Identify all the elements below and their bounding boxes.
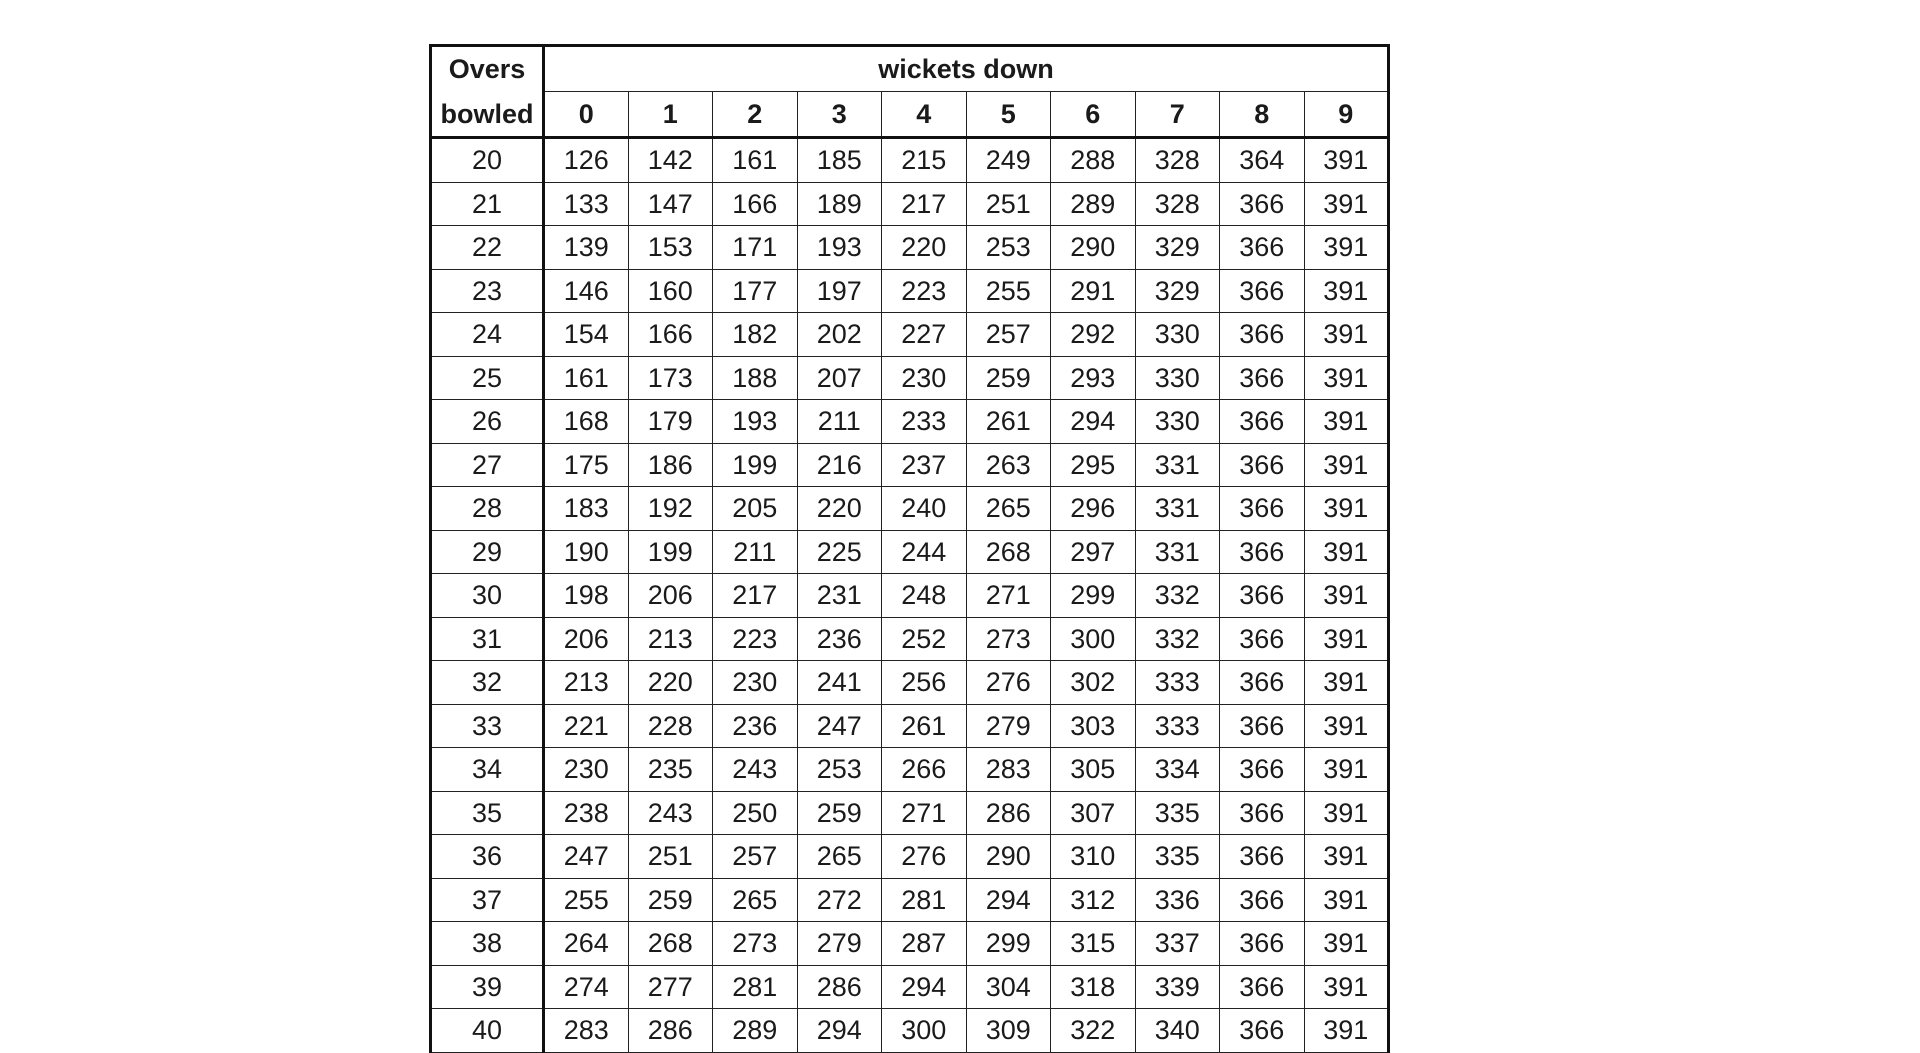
overs-bowled-cell: 29 [431,530,544,574]
score-cell: 391 [1304,704,1389,748]
score-cell: 271 [966,574,1051,618]
score-cell: 236 [713,704,798,748]
score-cell: 330 [1135,400,1220,444]
score-cell: 221 [544,704,629,748]
score-cell: 247 [797,704,882,748]
table-row [431,574,1389,618]
score-cell: 331 [1135,487,1220,531]
score-cell: 294 [797,1009,882,1053]
score-cell: 231 [797,574,882,618]
score-cell: 312 [1051,878,1136,922]
score-cell: 215 [882,138,967,183]
score-cell: 330 [1135,356,1220,400]
score-cell: 286 [628,1009,713,1053]
score-cell: 175 [544,443,629,487]
score-cell: 391 [1304,269,1389,313]
score-cell: 294 [882,965,967,1009]
score-cell: 283 [544,1009,629,1053]
score-cell: 255 [966,269,1051,313]
score-cell: 153 [628,226,713,270]
score-cell: 146 [544,269,629,313]
score-cell: 179 [628,400,713,444]
overs-bowled-cell: 28 [431,487,544,531]
table-row [431,661,1389,705]
score-cell: 391 [1304,617,1389,661]
score-cell: 391 [1304,835,1389,879]
score-cell: 340 [1135,1009,1220,1053]
score-cell: 366 [1220,617,1305,661]
table-row [431,400,1389,444]
score-cell: 233 [882,400,967,444]
wickets-column-header: 7 [1135,92,1220,138]
score-cell: 366 [1220,1009,1305,1053]
score-cell: 185 [797,138,882,183]
table-header [431,46,1389,138]
score-cell: 220 [797,487,882,531]
score-cell: 391 [1304,356,1389,400]
score-cell: 391 [1304,182,1389,226]
score-cell: 315 [1051,922,1136,966]
overs-bowled-cell: 30 [431,574,544,618]
score-cell: 335 [1135,835,1220,879]
wickets-column-header: 3 [797,92,882,138]
score-cell: 289 [713,1009,798,1053]
score-cell: 366 [1220,835,1305,879]
score-cell: 243 [628,791,713,835]
table-row [431,748,1389,792]
score-cell: 328 [1135,182,1220,226]
score-cell: 220 [882,226,967,270]
score-cell: 261 [966,400,1051,444]
score-cell: 250 [713,791,798,835]
score-cell: 197 [797,269,882,313]
score-cell: 366 [1220,313,1305,357]
score-cell: 297 [1051,530,1136,574]
score-cell: 295 [1051,443,1136,487]
score-cell: 391 [1304,443,1389,487]
score-cell: 366 [1220,922,1305,966]
score-cell: 322 [1051,1009,1136,1053]
score-cell: 223 [882,269,967,313]
score-cell: 251 [628,835,713,879]
score-cell: 253 [797,748,882,792]
overs-bowled-cell: 35 [431,791,544,835]
score-cell: 271 [882,791,967,835]
overs-bowled-cell: 22 [431,226,544,270]
wickets-overs-table [429,44,1390,1053]
score-cell: 247 [544,835,629,879]
score-cell: 240 [882,487,967,531]
score-cell: 290 [966,835,1051,879]
wickets-down-header: wickets down [544,46,1389,92]
score-cell: 304 [966,965,1051,1009]
score-cell: 213 [544,661,629,705]
table-body [431,138,1389,1053]
header-row-bottom [431,92,1389,138]
score-cell: 265 [713,878,798,922]
score-cell: 160 [628,269,713,313]
score-cell: 335 [1135,791,1220,835]
score-cell: 182 [713,313,798,357]
table-row [431,182,1389,226]
score-cell: 147 [628,182,713,226]
score-cell: 192 [628,487,713,531]
score-cell: 264 [544,922,629,966]
wickets-column-header: 6 [1051,92,1136,138]
score-cell: 183 [544,487,629,531]
table-row [431,704,1389,748]
score-cell: 305 [1051,748,1136,792]
overs-bowled-cell: 26 [431,400,544,444]
wickets-column-header: 9 [1304,92,1389,138]
score-cell: 265 [966,487,1051,531]
overs-bowled-cell: 40 [431,1009,544,1053]
score-cell: 391 [1304,138,1389,183]
score-cell: 177 [713,269,798,313]
score-cell: 391 [1304,878,1389,922]
score-cell: 339 [1135,965,1220,1009]
score-cell: 334 [1135,748,1220,792]
table-row [431,226,1389,270]
table-row [431,487,1389,531]
score-cell: 199 [713,443,798,487]
score-cell: 205 [713,487,798,531]
wickets-column-header: 2 [713,92,798,138]
score-cell: 273 [966,617,1051,661]
overs-bowled-cell: 20 [431,138,544,183]
score-cell: 293 [1051,356,1136,400]
overs-bowled-cell: 33 [431,704,544,748]
score-cell: 206 [628,574,713,618]
overs-bowled-cell: 27 [431,443,544,487]
score-cell: 289 [1051,182,1136,226]
score-cell: 225 [797,530,882,574]
score-cell: 193 [797,226,882,270]
score-cell: 279 [797,922,882,966]
score-cell: 328 [1135,138,1220,183]
score-cell: 332 [1135,617,1220,661]
overs-bowled-cell: 23 [431,269,544,313]
table-row [431,965,1389,1009]
score-cell: 277 [628,965,713,1009]
score-cell: 142 [628,138,713,183]
score-cell: 211 [713,530,798,574]
score-cell: 251 [966,182,1051,226]
score-cell: 272 [797,878,882,922]
score-cell: 294 [966,878,1051,922]
score-cell: 366 [1220,704,1305,748]
score-cell: 276 [882,835,967,879]
score-cell: 213 [628,617,713,661]
score-cell: 198 [544,574,629,618]
score-cell: 274 [544,965,629,1009]
score-cell: 253 [966,226,1051,270]
score-cell: 237 [882,443,967,487]
score-cell: 366 [1220,661,1305,705]
score-cell: 266 [882,748,967,792]
score-cell: 366 [1220,965,1305,1009]
score-cell: 364 [1220,138,1305,183]
score-cell: 318 [1051,965,1136,1009]
overs-bowled-cell: 36 [431,835,544,879]
score-cell: 391 [1304,487,1389,531]
score-cell: 256 [882,661,967,705]
score-cell: 391 [1304,574,1389,618]
table-row [431,530,1389,574]
score-cell: 230 [544,748,629,792]
table-row [431,1009,1389,1053]
score-cell: 216 [797,443,882,487]
score-cell: 299 [966,922,1051,966]
score-cell: 299 [1051,574,1136,618]
score-cell: 257 [966,313,1051,357]
score-cell: 189 [797,182,882,226]
score-cell: 259 [628,878,713,922]
score-cell: 248 [882,574,967,618]
score-cell: 302 [1051,661,1136,705]
score-cell: 217 [882,182,967,226]
score-cell: 279 [966,704,1051,748]
table-row [431,269,1389,313]
overs-bowled-cell: 37 [431,878,544,922]
score-cell: 168 [544,400,629,444]
score-cell: 296 [1051,487,1136,531]
score-cell: 186 [628,443,713,487]
score-cell: 217 [713,574,798,618]
score-cell: 230 [713,661,798,705]
score-cell: 366 [1220,226,1305,270]
score-cell: 211 [797,400,882,444]
wickets-column-header: 0 [544,92,629,138]
score-cell: 366 [1220,878,1305,922]
table-row [431,313,1389,357]
score-cell: 391 [1304,661,1389,705]
wickets-column-header: 4 [882,92,967,138]
overs-bowled-cell: 32 [431,661,544,705]
score-cell: 252 [882,617,967,661]
table-row [431,791,1389,835]
score-cell: 366 [1220,182,1305,226]
score-cell: 391 [1304,748,1389,792]
score-cell: 391 [1304,400,1389,444]
score-cell: 243 [713,748,798,792]
score-cell: 263 [966,443,1051,487]
score-cell: 171 [713,226,798,270]
table-row [431,138,1389,183]
score-cell: 366 [1220,356,1305,400]
table-row [431,835,1389,879]
wickets-column-header: 5 [966,92,1051,138]
score-cell: 193 [713,400,798,444]
score-cell: 265 [797,835,882,879]
table-row [431,922,1389,966]
score-cell: 281 [882,878,967,922]
overs-bowled-cell: 39 [431,965,544,1009]
resource-table-sheet [429,44,1390,1053]
score-cell: 255 [544,878,629,922]
score-cell: 268 [628,922,713,966]
score-cell: 292 [1051,313,1136,357]
score-cell: 286 [797,965,882,1009]
score-cell: 288 [1051,138,1136,183]
score-cell: 190 [544,530,629,574]
score-cell: 199 [628,530,713,574]
score-cell: 249 [966,138,1051,183]
score-cell: 391 [1304,1009,1389,1053]
score-cell: 332 [1135,574,1220,618]
score-cell: 202 [797,313,882,357]
overs-bowled-cell: 25 [431,356,544,400]
score-cell: 207 [797,356,882,400]
score-cell: 259 [797,791,882,835]
score-cell: 188 [713,356,798,400]
score-cell: 235 [628,748,713,792]
score-cell: 300 [882,1009,967,1053]
wickets-column-header: 1 [628,92,713,138]
score-cell: 154 [544,313,629,357]
score-cell: 366 [1220,530,1305,574]
overs-bowled-cell: 31 [431,617,544,661]
score-cell: 273 [713,922,798,966]
score-cell: 290 [1051,226,1136,270]
score-cell: 261 [882,704,967,748]
score-cell: 173 [628,356,713,400]
header-row-top [431,46,1389,92]
overs-header-line2: bowled [431,92,544,138]
table-row [431,878,1389,922]
score-cell: 139 [544,226,629,270]
overs-header-line1: Overs [431,46,544,92]
wickets-column-header: 8 [1220,92,1305,138]
score-cell: 281 [713,965,798,1009]
score-cell: 391 [1304,965,1389,1009]
score-cell: 329 [1135,269,1220,313]
score-cell: 283 [966,748,1051,792]
score-cell: 333 [1135,661,1220,705]
score-cell: 310 [1051,835,1136,879]
score-cell: 206 [544,617,629,661]
score-cell: 291 [1051,269,1136,313]
score-cell: 236 [797,617,882,661]
score-cell: 300 [1051,617,1136,661]
overs-bowled-cell: 21 [431,182,544,226]
score-cell: 366 [1220,791,1305,835]
score-cell: 227 [882,313,967,357]
score-cell: 366 [1220,443,1305,487]
score-cell: 331 [1135,530,1220,574]
table-row [431,443,1389,487]
score-cell: 366 [1220,487,1305,531]
score-cell: 228 [628,704,713,748]
score-cell: 366 [1220,748,1305,792]
score-cell: 161 [713,138,798,183]
score-cell: 276 [966,661,1051,705]
score-cell: 161 [544,356,629,400]
score-cell: 331 [1135,443,1220,487]
score-cell: 366 [1220,400,1305,444]
score-cell: 244 [882,530,967,574]
score-cell: 166 [628,313,713,357]
score-cell: 220 [628,661,713,705]
score-cell: 257 [713,835,798,879]
overs-bowled-cell: 34 [431,748,544,792]
score-cell: 366 [1220,269,1305,313]
score-cell: 230 [882,356,967,400]
score-cell: 241 [797,661,882,705]
score-cell: 307 [1051,791,1136,835]
score-cell: 133 [544,182,629,226]
score-cell: 366 [1220,574,1305,618]
score-cell: 286 [966,791,1051,835]
score-cell: 329 [1135,226,1220,270]
score-cell: 337 [1135,922,1220,966]
score-cell: 391 [1304,791,1389,835]
score-cell: 391 [1304,530,1389,574]
score-cell: 391 [1304,226,1389,270]
score-cell: 303 [1051,704,1136,748]
score-cell: 391 [1304,922,1389,966]
score-cell: 238 [544,791,629,835]
score-cell: 294 [1051,400,1136,444]
overs-bowled-cell: 38 [431,922,544,966]
score-cell: 259 [966,356,1051,400]
score-cell: 268 [966,530,1051,574]
overs-bowled-cell: 24 [431,313,544,357]
score-cell: 391 [1304,313,1389,357]
score-cell: 309 [966,1009,1051,1053]
table-row [431,617,1389,661]
table-row [431,356,1389,400]
score-cell: 287 [882,922,967,966]
score-cell: 126 [544,138,629,183]
score-cell: 333 [1135,704,1220,748]
score-cell: 166 [713,182,798,226]
score-cell: 223 [713,617,798,661]
score-cell: 336 [1135,878,1220,922]
score-cell: 330 [1135,313,1220,357]
